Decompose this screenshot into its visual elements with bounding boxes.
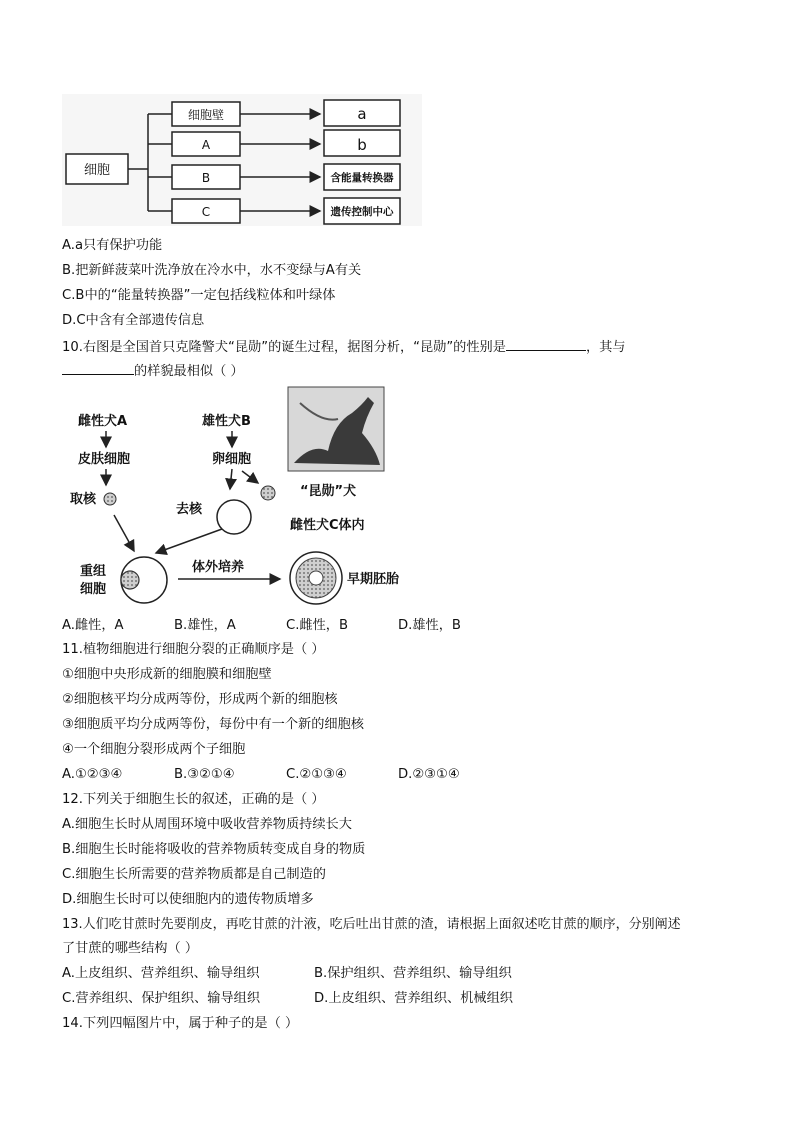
q11-step-3: ③细胞质平均分成两等份，每份中有一个新的细胞核 [62,717,364,732]
remove-nucleus-label: 去核 [176,502,203,517]
in-dog-c-label: 雌性犬C体内 [290,518,365,533]
removed-nucleus [261,486,275,500]
recombined-label-1: 重组 [80,564,107,579]
q10-stem-line2 [62,362,244,380]
early-embryo-label: 早期胚胎 [347,572,400,587]
q11-step-1: ①细胞中央形成新的细胞膜和细胞壁 [62,667,272,682]
donor-nucleus [104,493,116,505]
q10-stem-part1: 10.右图是全国首只克隆警犬“昆勋”的诞生过程，据图分析，“昆勋”的性别是 [62,340,506,355]
right-box-1: a [357,105,367,123]
q10-option-a: A.雌性，A [62,618,124,633]
q11-stem: 11.植物细胞进行细胞分裂的正确顺序是（ ） [62,642,325,657]
q12-option-d: D.细胞生长时可以使细胞内的遗传物质增多 [62,892,314,907]
culture-label: 体外培养 [192,560,245,575]
q11-option-d: D.②③①④ [398,767,460,782]
q10-blank-look[interactable] [62,362,134,375]
q13-option-b: B.保护组织、营养组织、输导组织 [314,966,512,981]
q9-option-a: A.a只有保护功能 [62,238,163,253]
q13-option-c: C.营养组织、保护组织、输导组织 [62,991,261,1006]
left-box-4: C [201,205,211,219]
dog-b-label: 雄性犬B [202,414,251,429]
q14-stem: 14.下列四幅图片中，属于种子的是（ ） [62,1016,299,1031]
skin-cell-label: 皮肤细胞 [78,452,131,467]
take-nucleus-label: 取核 [70,492,97,507]
q11-step-4: ④一个细胞分裂形成两个子细胞 [62,742,246,757]
q11-option-b: B.③②①④ [174,767,235,782]
egg-cell-label: 卵细胞 [212,452,252,467]
q10-blank-sex[interactable] [506,338,586,351]
dog-a-label: 雌性犬A [78,414,128,429]
q13-option-a: A.上皮组织、营养组织、输导组织 [62,966,260,981]
left-box-3: B [201,171,211,185]
q9-option-b: B.把新鲜菠菜叶洗净放在冷水中，水不变绿与A有关 [62,263,362,278]
q12-option-b: B.细胞生长时能将吸收的营养物质转变成自身的物质 [62,842,366,857]
clone-dog-diagram [62,383,402,613]
q11-option-c: C.②①③④ [286,767,347,782]
q10-option-b: B.雄性，A [174,618,236,633]
cell-structure-diagram [62,94,422,226]
right-box-3: 含能量转换器 [330,172,394,184]
q12-stem: 12.下列关于细胞生长的叙述，正确的是（ ） [62,792,325,807]
q10-option-c: C.雌性，B [286,618,349,633]
q12-option-a: A.细胞生长时从周围环境中吸收营养物质持续长大 [62,817,352,832]
left-box-2: A [201,138,211,152]
recombined-label-2: 细胞 [80,582,107,597]
q12-option-c: C.细胞生长所需要的营养物质都是自己制造的 [62,867,326,882]
q13-option-d: D.上皮组织、营养组织、机械组织 [314,991,513,1006]
q13-stem-line1: 13.人们吃甘蔗时先要削皮，再吃甘蔗的汁液，吃后吐出甘蔗的渣，请根据上面叙述吃甘蔗的顺序，分别阐述 [62,917,681,932]
q10-stem-part2: ，其与 [585,340,626,355]
kunxun-dog-label: “昆勋”犬 [300,484,357,499]
q11-step-2: ②细胞核平均分成两等份，形成两个新的细胞核 [62,692,338,707]
q9-option-d: D.C中含有全部遗传信息 [62,313,205,328]
right-box-2: b [357,136,367,154]
q10-stem-part3: 的样貌最相似（ ） [134,364,244,379]
q10-option-d: D.雄性，B [398,618,461,633]
root-label: 细胞 [83,163,111,178]
q9-option-c: C.B中的“能量转换器”一定包括线粒体和叶绿体 [62,288,336,303]
enucleated-egg [217,500,251,534]
q10-stem-line1 [62,338,626,356]
right-box-4: 遗传控制中心 [330,206,394,218]
left-box-1: 细胞壁 [187,108,225,122]
q11-option-a: A.①②③④ [62,767,123,782]
q13-stem-line2: 了甘蔗的哪些结构（ ） [62,941,199,956]
